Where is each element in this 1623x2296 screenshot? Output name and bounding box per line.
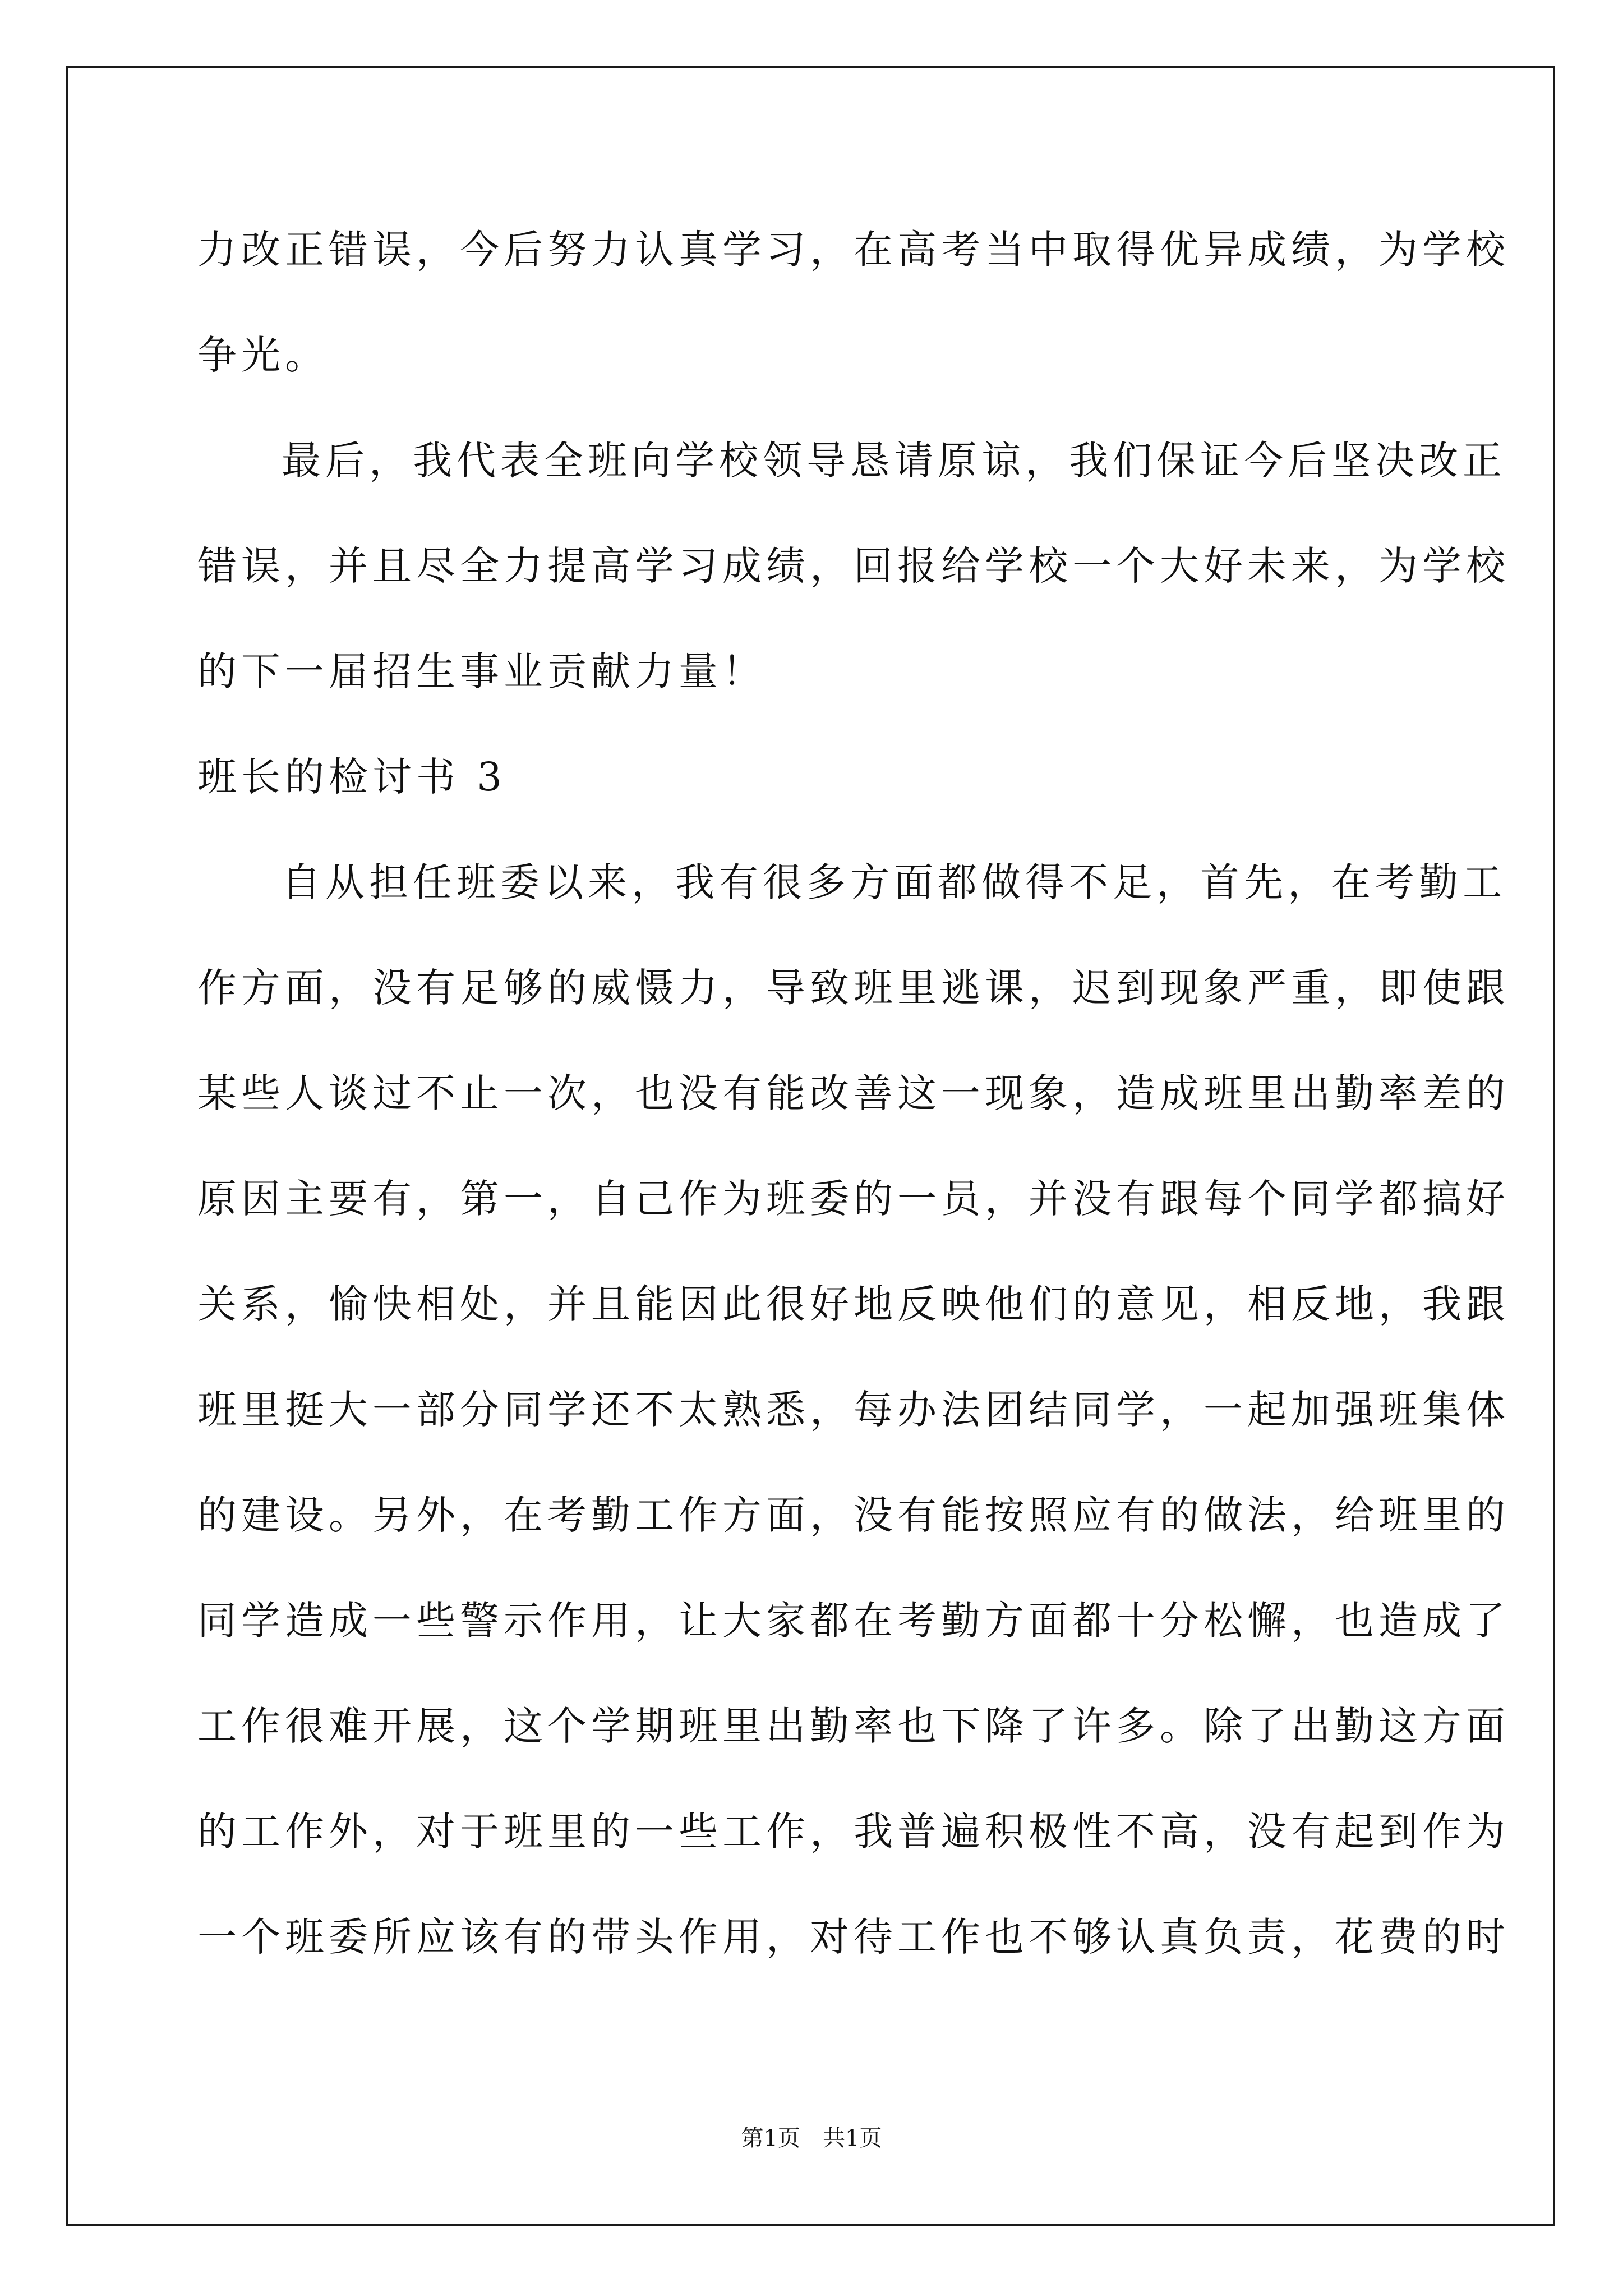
document-body bbox=[197, 216, 1510, 2009]
text-line: 原因主要有，第一，自己作为班委的一员，并没有跟每个同学都搞好 bbox=[197, 1176, 1510, 1222]
text-line: 工作很难开展，这个学期班里出勤率也下降了许多。除了出勤这方面 bbox=[197, 1703, 1510, 1749]
text-line: 关系，愉快相处，并且能因此很好地反映他们的意见，相反地，我跟 bbox=[197, 1281, 1510, 1327]
text-line: 力改正错误，今后努力认真学习，在高考当中取得优异成绩，为学校 bbox=[197, 227, 1510, 273]
text-line: 争光。 bbox=[197, 332, 329, 378]
section-heading: 班长的检讨书 3 bbox=[197, 754, 506, 800]
text-line: 错误，并且尽全力提高学习成绩，回报给学校一个大好未来，为学校 bbox=[197, 543, 1510, 589]
text-line: 作方面，没有足够的威慑力，导致班里逃课，迟到现象严重，即使跟 bbox=[197, 965, 1510, 1011]
paragraph-start-line: 自从担任班委以来，我有很多方面都做得不足，首先，在考勤工 bbox=[282, 859, 1506, 905]
text-line: 一个班委所应该有的带头作用，对待工作也不够认真负责，花费的时 bbox=[197, 1914, 1510, 1960]
text-line: 某些人谈过不止一次，也没有能改善这一现象，造成班里出勤率差的 bbox=[197, 1070, 1510, 1116]
page-number-footer: 第1页 共1页 bbox=[741, 2125, 882, 2151]
text-line: 的下一届招生事业贡献力量！ bbox=[197, 648, 766, 694]
paragraph-start-line: 最后，我代表全班向学校领导恳请原谅，我们保证今后坚决改正 bbox=[282, 438, 1506, 484]
text-line: 班里挺大一部分同学还不太熟悉，每办法团结同学，一起加强班集体 bbox=[197, 1387, 1510, 1433]
text-line: 的建设。另外，在考勤工作方面，没有能按照应有的做法，给班里的 bbox=[197, 1492, 1510, 1538]
text-line: 同学造成一些警示作用，让大家都在考勤方面都十分松懈，也造成了 bbox=[197, 1598, 1510, 1644]
text-line: 的工作外，对于班里的一些工作，我普遍积极性不高，没有起到作为 bbox=[197, 1809, 1510, 1855]
